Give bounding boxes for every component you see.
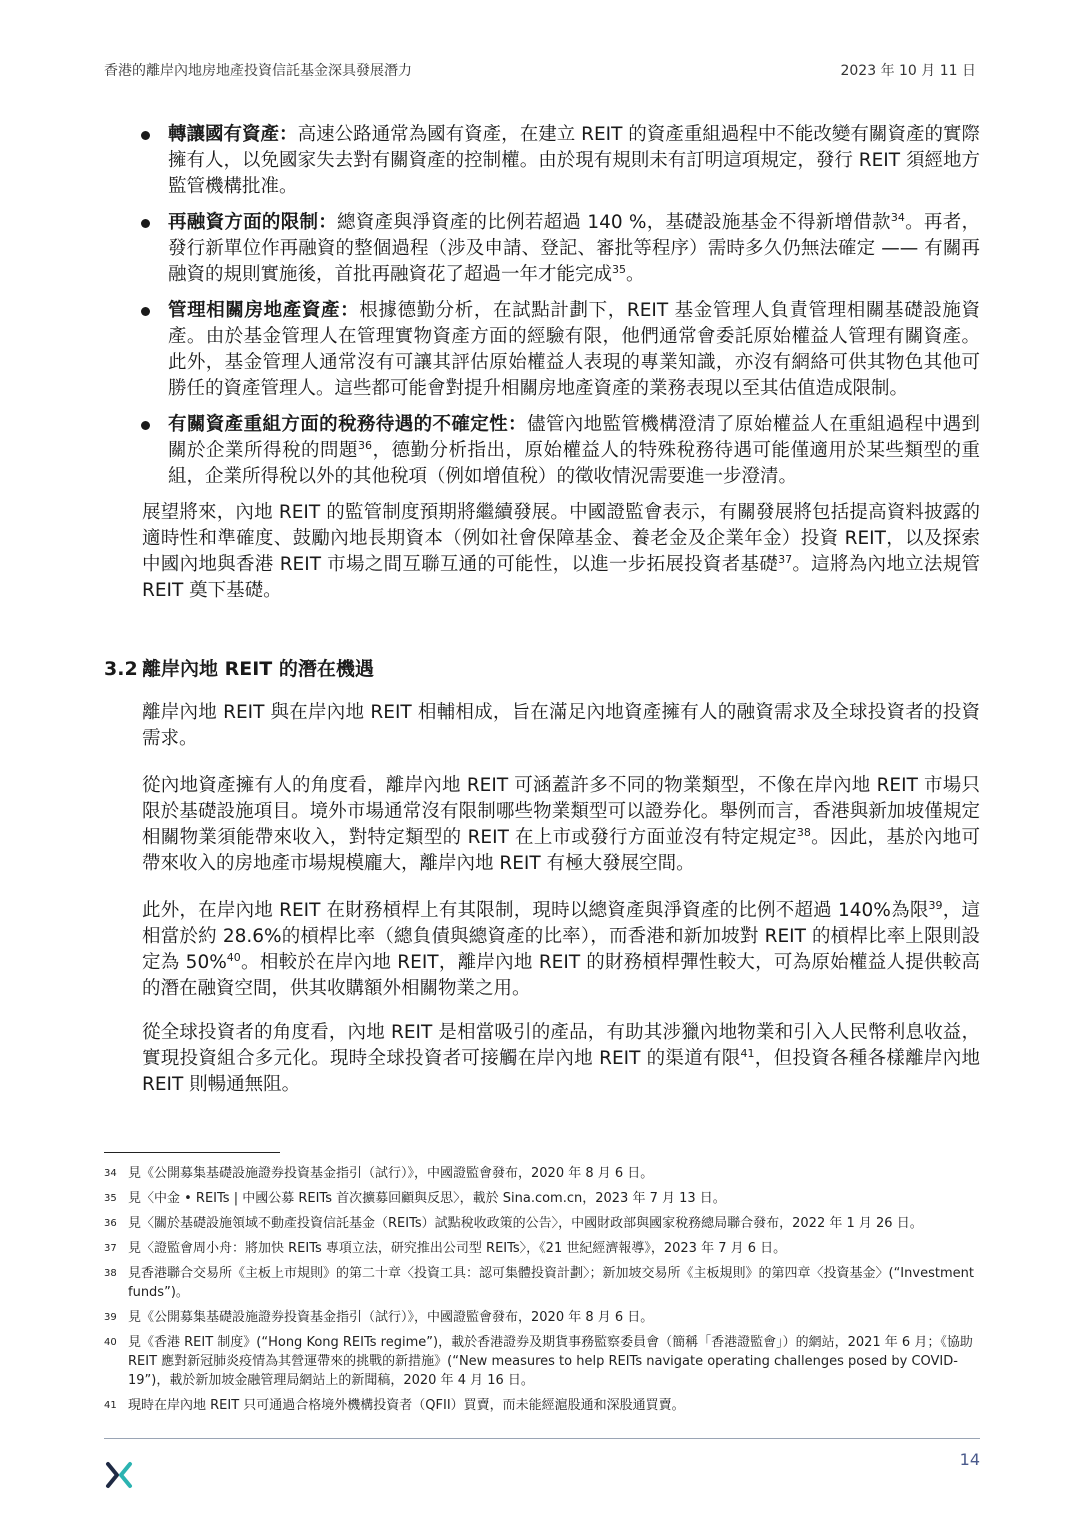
bullet-item [104, 298, 980, 402]
bullet-dot-icon [141, 421, 150, 430]
outlook-paragraph [142, 500, 980, 604]
footnote-ref[interactable]: 35 [612, 262, 627, 276]
bullet-label: 管理相關房地產資產： [168, 300, 360, 321]
footnote-text: 見〈關於基礎設施領域不動產投資信託基金（REITs）試點稅收政策的公告〉，中國財政部與國家稅務總局聯合發布，2022 年 1 月 26 日。 [128, 1216, 923, 1231]
bullet-label: 轉讓國有資產： [168, 124, 298, 145]
footnote-ref[interactable]: 36 [358, 438, 372, 452]
bullet-text: 儘管內地監管機構澄清了原始權益人在重組過程中遇到關於企業所得稅的問題 [168, 414, 980, 461]
footnote-number: 37 [104, 1243, 117, 1254]
footnote-number: 35 [104, 1193, 117, 1204]
footnote-text: 見香港聯合交易所《主板上市規則》的第二十章〈投資工具：認可集體投資計劃〉；新加坡交易所《主板規則》的第四章〈投資基金〉(“Investment funds”)。 [128, 1266, 974, 1300]
paragraph-text: ，但投資各種各樣離岸內地 REIT 則暢通無阻。 [142, 1048, 980, 1095]
footnote-number: 34 [104, 1168, 117, 1179]
bullet-text: 根據德勤分析，在試點計劃下，REIT 基金管理人負責管理相關基礎設施資產。由於基金管理人在管理實物資產方面的經驗有限，他們通常會委託原始權益人管理有關資產。此外，基金管理人通常沒有可讓其評估原始權益人表現的專業知識，亦沒有網絡可供其物色其他可勝任的資產管理人。這些都可能會對提升相關房地產資產的業務表現以至其估值造成限制。 [168, 300, 980, 399]
section-number: 3.2 [104, 658, 138, 680]
bullet-dot-icon [141, 307, 150, 316]
footnote-item [104, 1396, 980, 1415]
footnote-number: 39 [104, 1312, 117, 1323]
footnote-item [104, 1333, 980, 1390]
paragraph-text: 此外，在岸內地 REIT 在財務槓桿上有其限制，現時以總資產與淨資產的比例不超過 140%為限 [142, 900, 929, 921]
bullet-dot-icon [141, 131, 150, 140]
bullet-item [104, 210, 980, 288]
footnotes [104, 1164, 980, 1421]
bullet-item [104, 412, 980, 490]
footnote-item [104, 1264, 980, 1302]
footnote-item [104, 1214, 980, 1233]
bullet-list [104, 122, 980, 490]
footnote-text: 見《香港 REIT 制度》(“Hong Kong REITs regime”)，載於香港證券及期貨事務監察委員會（簡稱「香港證監會」）的網站，2021 年 6 月；《協助 REIT 應對新冠肺炎疫情為其營運帶來的挑戰的新措施》(“New measures to help REITs navigate operating challenges posed by COVID-19”)，載於新加坡金融管理局網站上的新聞稿，2020 年 4 月 16 日。 [128, 1335, 973, 1388]
footnote-divider [104, 1152, 280, 1153]
paragraph-text: 。相較於在岸內地 REIT，離岸內地 REIT 的財務槓桿彈性較大，可為原始權益人提供較高的潛在融資空間，供其收購額外相關物業之用。 [142, 952, 981, 999]
footnote-item [104, 1189, 980, 1208]
footnote-number: 41 [104, 1400, 117, 1411]
footnote-text: 見〈證監會周小舟：將加快 REITs 專項立法，研究推出公司型 REITs〉，《21 世紀經濟報導》，2023 年 7 月 6 日。 [128, 1241, 787, 1256]
header-date: 2023 年 10 月 11 日 [840, 63, 976, 79]
bullet-label: 再融資方面的限制： [168, 212, 338, 233]
logo-right-stroke [121, 1464, 130, 1486]
page-number: 14 [959, 1450, 980, 1469]
footnote-number: 40 [104, 1337, 117, 1348]
paragraph-text: 。因此，基於內地可帶來收入的房地產市場規模龐大，離岸內地 REIT 有極大發展空間。 [142, 827, 980, 874]
bullet-dot-icon [141, 219, 150, 228]
footnote-text: 見〈中金 • REITs | 中國公募 REITs 首次擴募回顧與反思〉，載於 Sina.com.cn，2023 年 7 月 13 日。 [128, 1191, 726, 1206]
paragraph-body [142, 773, 980, 877]
footnote-ref[interactable]: 37 [778, 552, 793, 566]
bullet-text: 。再者，發行新單位作再融資的整個過程（涉及申請、登記、審批等程序）需時多久仍無法確定 —— 有關再融資的規則實施後，首批再融資花了超過一年才能完成 [168, 212, 980, 285]
footnote-item [104, 1239, 980, 1258]
paragraph-body [142, 1020, 980, 1098]
footnote-number: 38 [104, 1268, 117, 1279]
footnote-item [104, 1308, 980, 1327]
footnote-ref[interactable]: 38 [796, 825, 811, 839]
footnote-ref[interactable]: 39 [928, 898, 943, 912]
footnote-text: 見《公開募集基礎設施證券投資基金指引（試行）》，中國證監會發布，2020 年 8 月 6 日。 [128, 1166, 654, 1181]
header-title: 香港的離岸內地房地產投資信託基金深具發展潛力 [104, 63, 412, 79]
bullet-text: 高速公路通常為國有資產，在建立 REIT 的資產重組過程中不能改變有關資產的實際擁有人，以免國家失去對有關資產的控制權。由於現有規則未有訂明這項規定，發行 REIT 須經地方監管機構批准。 [168, 124, 980, 197]
paragraph-text: 從內地資產擁有人的角度看，離岸內地 REIT 可涵蓋許多不同的物業類型，不像在岸內地 REIT 市場只限於基礎設施項目。境外市場通常沒有限制哪些物業類型可以證券化。舉例而言，香港與新加坡僅規定相關物業須能帶來收入，對特定類型的 REIT 在上市或發行方面並沒有特定規定 [142, 775, 980, 848]
section-title: 離岸內地 REIT 的潛在機遇 [142, 658, 374, 680]
footnote-ref[interactable]: 40 [226, 950, 241, 964]
bullet-label: 有關資產重組方面的稅務待遇的不確定性： [168, 414, 527, 435]
paragraph-body [142, 898, 980, 1002]
footnote-text: 現時在岸內地 REIT 只可通過合格境外機構投資者（QFII）買賣，而未能經滬股通和深股通買賣。 [128, 1398, 685, 1413]
paragraph-4 [142, 1020, 980, 1098]
footnote-text: 見《公開募集基礎設施證券投資基金指引（試行）》，中國證監會發布，2020 年 8 月 6 日。 [128, 1310, 654, 1325]
bullet-item [104, 122, 980, 200]
footnote-ref[interactable]: 41 [740, 1046, 755, 1060]
paragraph-text: 從全球投資者的角度看，內地 REIT 是相當吸引的產品，有助其涉獵內地物業和引入人民幣利息收益，實現投資組合多元化。現時全球投資者可接觸在岸內地 REIT 的渠道有限 [142, 1022, 980, 1069]
paragraph-text: 。這將為內地立法規管 REIT 奠下基礎。 [142, 554, 980, 601]
footnote-ref[interactable]: 34 [890, 210, 905, 224]
bullet-text: ，德勤分析指出，原始權益人的特殊稅務待遇可能僅適用於某些類型的重組，企業所得稅以外的其他稅項（例如增值稅）的徵收情況需要進一步澄清。 [168, 440, 980, 487]
bullet-text: 。 [626, 264, 645, 285]
footer-divider [104, 1438, 980, 1439]
paragraph-3 [142, 898, 980, 1002]
footnote-number: 36 [104, 1218, 117, 1229]
paragraph-2 [142, 773, 980, 877]
body-content [104, 122, 980, 604]
paragraph-text: ，這相當於約 28.6%的槓桿比率（總負債與總資產的比率），而香港和新加坡對 REIT 的槓桿比率上限則設定為 50% [142, 900, 980, 973]
logo-left-stroke [108, 1464, 117, 1486]
footnote-item [104, 1164, 980, 1183]
paragraph-text: 離岸內地 REIT 與在岸內地 REIT 相輔相成，旨在滿足內地資產擁有人的融資需求及全球投資者的投資需求。 [142, 702, 980, 749]
hkex-logo-icon [104, 1460, 134, 1490]
paragraph-1 [142, 700, 980, 752]
bullet-text: 總資產與淨資產的比例若超過 140 %，基礎設施基金不得新增借款 [337, 212, 891, 233]
section-heading [104, 654, 374, 681]
paragraph-text: 展望將來，內地 REIT 的監管制度預期將繼續發展。中國證監會表示，有關發展將包括提高資料披露的適時性和準確度、鼓勵內地長期資本（例如社會保障基金、養老金及企業年金）投資 REIT，以及探索中國內地與香港 REIT 市場之間互聯互通的可能性，以進一步拓展投資者基礎 [142, 502, 980, 575]
